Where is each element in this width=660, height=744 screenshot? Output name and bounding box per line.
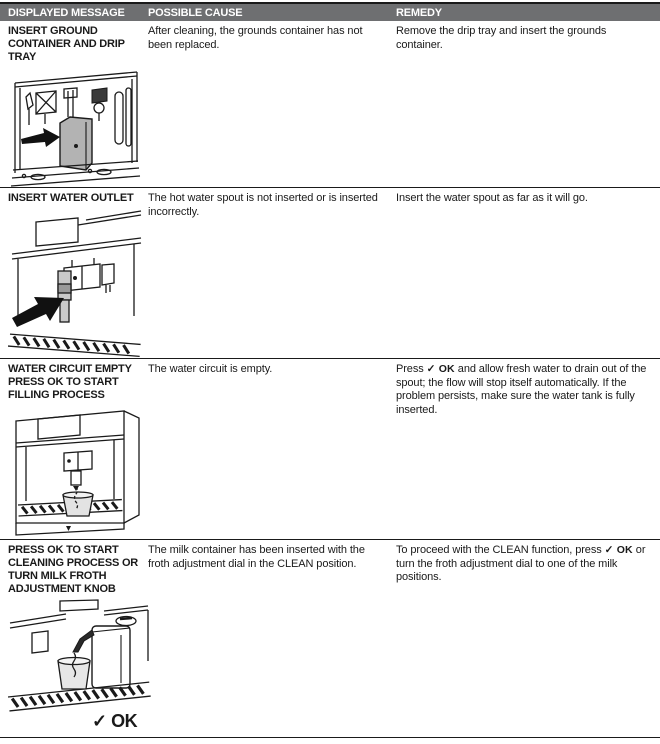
milk-clean-function-illustration: [8, 599, 153, 717]
ok-caption: ✓ OK: [92, 711, 138, 731]
ok-button-label: ✓ OK: [604, 544, 633, 556]
ok-button-label: ✓ OK: [426, 363, 455, 375]
table-header-row: [0, 2, 660, 21]
displayed-message: INSERT GROUND CONTAINER AND DRIP TRAY: [8, 25, 125, 63]
remedy-text: To proceed with the CLEAN function, press ✓ OK or turn the froth adjustment dial to one of the milk positions.: [396, 544, 646, 583]
grounds-container-and-drip-tray-illustration: [8, 67, 143, 187]
table-row: [0, 21, 660, 188]
displayed-message: INSERT WATER OUTLET: [8, 192, 134, 204]
remedy-text: Press ✓ OK and allow fresh water to drain out of the spout; the flow will stop itself automatically. If the problem persists, make sure the water tank is fully inserted.: [396, 363, 647, 416]
remedy-text: Remove the drip tray and insert the grounds container.: [396, 25, 607, 51]
displayed-message: PRESS OK TO START CLEANING PROCESS OR TURN MILK FROTH ADJUSTMENT KNOB: [8, 544, 139, 595]
water-outlet-insertion-illustration: [8, 208, 143, 358]
table-row: [0, 188, 660, 359]
table-row: [0, 359, 660, 540]
water-filling-process-illustration: [8, 405, 148, 539]
remedy-text: Insert the water spout as far as it will go.: [396, 192, 588, 204]
table-row: [0, 540, 660, 738]
possible-cause-text: The hot water spout is not inserted or is inserted incorrectly.: [148, 192, 378, 218]
displayed-message: WATER CIRCUIT EMPTY PRESS OK TO START FILLING PROCESS: [8, 363, 132, 401]
possible-cause-text: The milk container has been inserted with the froth adjustment dial in the CLEAN position.: [148, 544, 365, 570]
possible-cause-text: The water circuit is empty.: [148, 363, 273, 375]
column-header-possible-cause: POSSIBLE CAUSE: [148, 6, 243, 19]
column-header-displayed-message: DISPLAYED MESSAGE: [8, 6, 125, 19]
possible-cause-text: After cleaning, the grounds container has not been replaced.: [148, 25, 363, 51]
column-header-remedy: REMEDY: [396, 6, 442, 19]
